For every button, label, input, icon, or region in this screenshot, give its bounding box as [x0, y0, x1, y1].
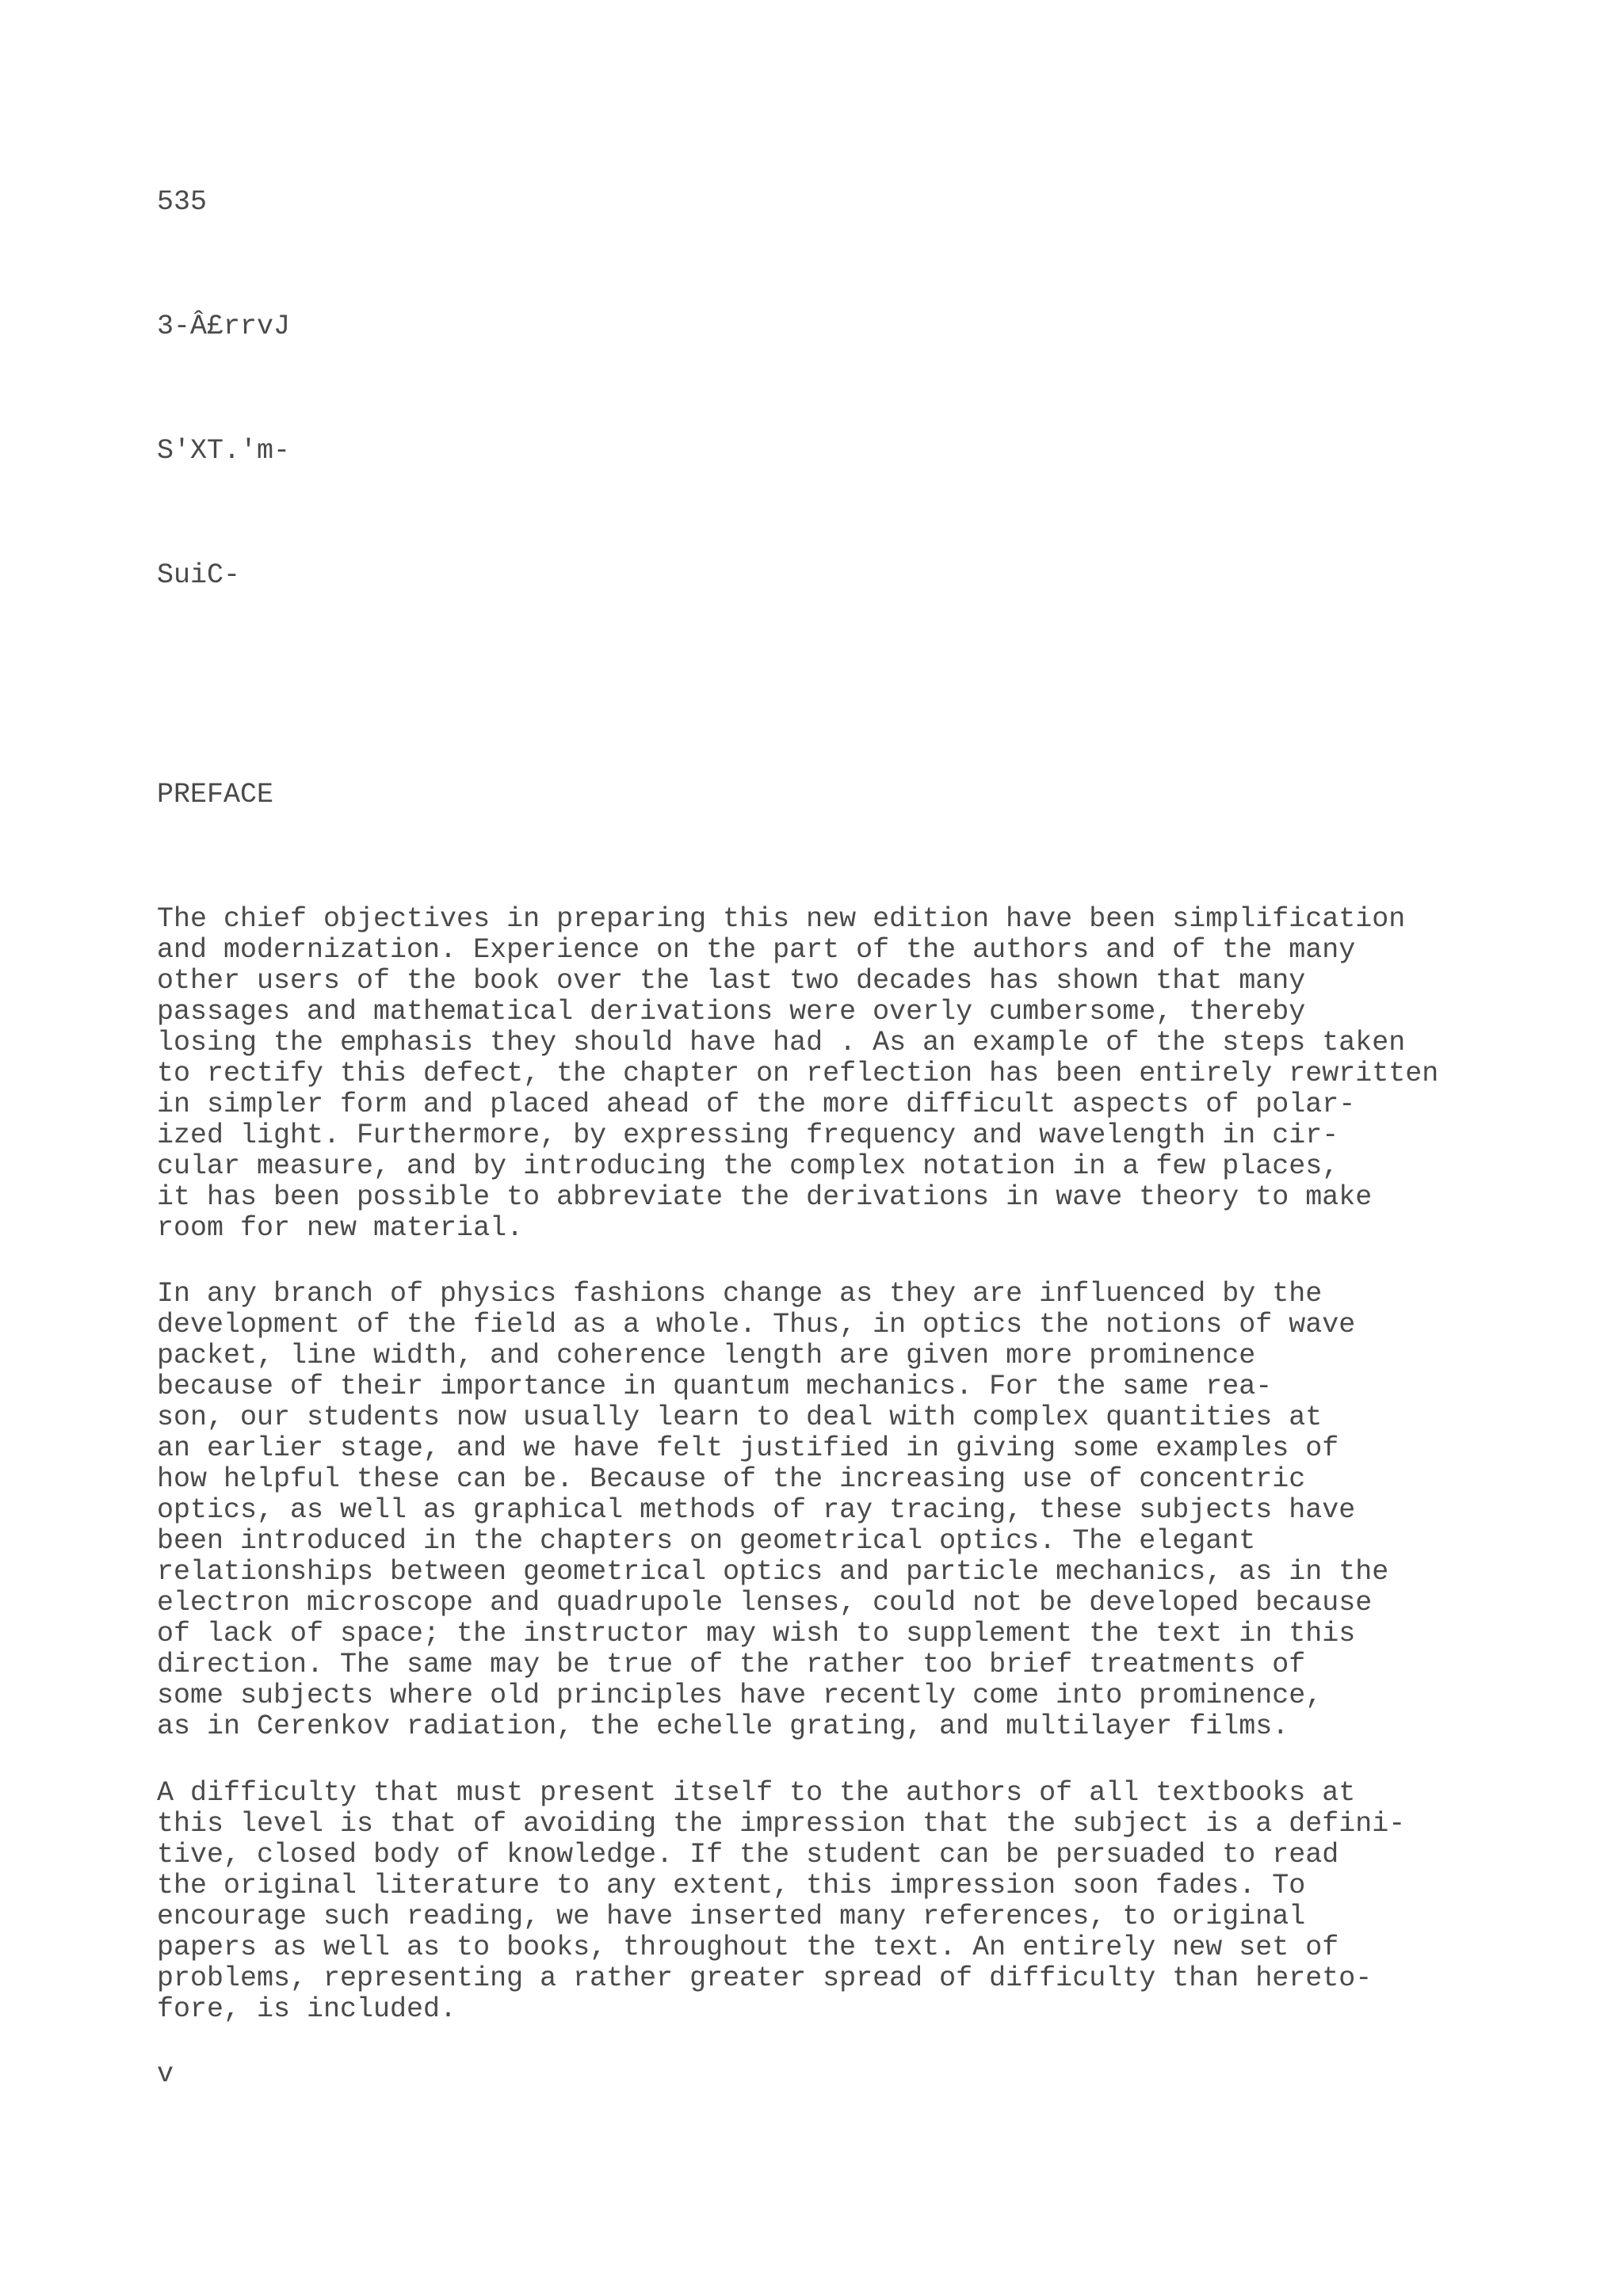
ocr-stamp-line-3: SuiC- [157, 559, 241, 591]
preface-paragraph-3: A difficulty that must present itself to the authors of all textbooks at this level is that of avoiding the impression that the subject is a defini- tive, closed body of knowledge. If the student can be persuaded to read the original literature to any extent, this impression soon fades. To encourage such reading, we have inserted many references, to original papers as well as to books, throughout the text. An entirely new set of problems, representing a rather greater spread of difficulty than hereto- fore, is included. [157, 1777, 1406, 2025]
preface-paragraph-2: In any branch of physics fashions change as they are influenced by the development of the field as a whole. Thus, in optics the notions of wave packet, line width, and coherence length are given more prominence because of their importance in quantum mechanics. For the same rea- son, our students now usually learn to deal with complex quantities at an earlier stage, and we have felt justified in giving some examples of how helpful these can be. Because of the increasing use of concentric optics, as well as graphical methods of ray tracing, these subjects have been introduced in the chapters on geometrical optics. The elegant relationships between geometrical optics and particle mechanics, as in the electron microscope and quadrupole lenses, could not be developed because of lack of space; the instructor may wish to supplement the text in this direction. The same may be true of the rather too brief treatments of some subjects where old principles have recently come into prominence, as in Cerenkov radiation, the echelle grating, and multilayer films. [157, 1278, 1389, 1742]
page-number: 535 [157, 186, 208, 218]
folio-roman-numeral: v [157, 2058, 174, 2090]
ocr-stamp-line-2: S'XT.'m- [157, 435, 291, 467]
preface-paragraph-1: The chief objectives in preparing this new edition have been simplification and modernization. Experience on the part of the authors and of the many other users of the book over the last two decades has shown that many passages and mathematical derivations were overly cumbersome, thereby losing the emphasis they should have had . As an example of the steps taken to rectify this defect, the chapter on reflection has been entirely rewritten in simpler form and placed ahead of the more difficult aspects of polar- ized light. Furthermore, by expressing frequency and wavelength in cir- cular measure, and by introducing the complex notation in a few places, it has been possible to abbreviate the derivations in wave theory to make room for new material. [157, 903, 1439, 1244]
ocr-stamp-line-1: 3-Â£rrvJ [157, 311, 291, 342]
preface-heading: PREFACE [157, 779, 274, 810]
